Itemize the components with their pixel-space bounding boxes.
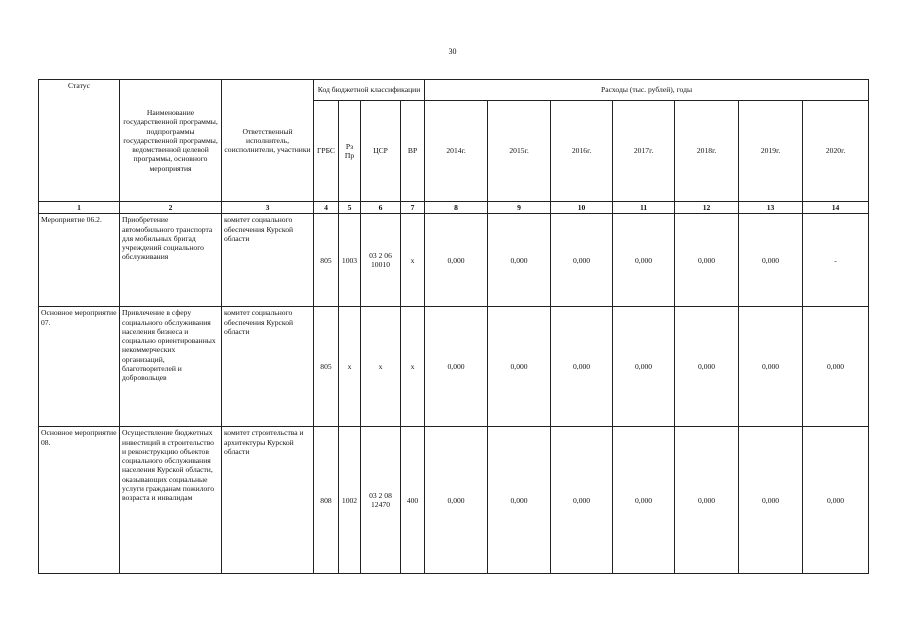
header-year-2020: 2020г. bbox=[803, 101, 869, 202]
column-index: 10 bbox=[551, 202, 613, 214]
row-value-2016: 0,000 bbox=[551, 307, 613, 427]
row-value-2016: 0,000 bbox=[551, 427, 613, 574]
row-vr: х bbox=[401, 214, 425, 307]
row-csr: х bbox=[361, 307, 401, 427]
table-row bbox=[39, 427, 869, 574]
row-grbs: 808 bbox=[314, 427, 339, 574]
header-budget-code: Код бюджетной классификации bbox=[314, 80, 425, 101]
header-year-2015: 2015г. bbox=[488, 101, 551, 202]
row-status: Мероприятие 06.2. bbox=[39, 214, 120, 307]
header-csr: ЦСР bbox=[361, 101, 401, 202]
header-status: Статус bbox=[39, 80, 120, 202]
row-value-2016: 0,000 bbox=[551, 214, 613, 307]
row-value-2019: 0,000 bbox=[739, 214, 803, 307]
row-value-2015: 0,000 bbox=[488, 427, 551, 574]
column-index: 8 bbox=[425, 202, 488, 214]
column-index: 5 bbox=[339, 202, 361, 214]
header-year-2019: 2019г. bbox=[739, 101, 803, 202]
row-value-2019: 0,000 bbox=[739, 307, 803, 427]
row-status: Основное мероприятие 07. bbox=[39, 307, 120, 427]
row-csr: 03 2 06 10010 bbox=[361, 214, 401, 307]
header-year-2018: 2018г. bbox=[675, 101, 739, 202]
row-rzpr: 1002 bbox=[339, 427, 361, 574]
column-index-row bbox=[39, 202, 869, 214]
row-value-2018: 0,000 bbox=[675, 307, 739, 427]
row-status: Основное мероприятие 08. bbox=[39, 427, 120, 574]
row-rzpr: 1003 bbox=[339, 214, 361, 307]
row-rzpr: х bbox=[339, 307, 361, 427]
column-index: 6 bbox=[361, 202, 401, 214]
table-row bbox=[39, 307, 869, 427]
table-row bbox=[39, 214, 869, 307]
row-value-2018: 0,000 bbox=[675, 214, 739, 307]
header-year-2016: 2016г. bbox=[551, 101, 613, 202]
header-name: Наименование государственной программы, подпрограммы государственной программы, ведомственной целевой программы, основного мероприятия bbox=[120, 80, 222, 202]
column-index: 1 bbox=[39, 202, 120, 214]
row-value-2014: 0,000 bbox=[425, 214, 488, 307]
row-responsible: комитет социального обеспечения Курской области bbox=[222, 307, 314, 427]
row-value-2018: 0,000 bbox=[675, 427, 739, 574]
row-csr: 03 2 08 12470 bbox=[361, 427, 401, 574]
column-index: 13 bbox=[739, 202, 803, 214]
row-value-2019: 0,000 bbox=[739, 427, 803, 574]
column-index: 9 bbox=[488, 202, 551, 214]
row-value-2020: - bbox=[803, 214, 869, 307]
row-vr: х bbox=[401, 307, 425, 427]
row-value-2017: 0,000 bbox=[613, 214, 675, 307]
row-grbs: 805 bbox=[314, 214, 339, 307]
row-value-2020: 0,000 bbox=[803, 307, 869, 427]
row-vr: 400 bbox=[401, 427, 425, 574]
header-expenses: Расходы (тыс. рублей), годы bbox=[425, 80, 869, 101]
column-index: 11 bbox=[613, 202, 675, 214]
column-index: 3 bbox=[222, 202, 314, 214]
row-name: Приобретение автомобильного транспорта для мобильных бригад учреждений социального обслуживания bbox=[120, 214, 222, 307]
header-vr: ВР bbox=[401, 101, 425, 202]
row-value-2015: 0,000 bbox=[488, 214, 551, 307]
row-value-2014: 0,000 bbox=[425, 307, 488, 427]
row-name: Осуществление бюджетных инвестиций в строительство и реконструкцию объектов социального обслуживания населения Курской области, оказывающих социальные услуги гражданам пожилого возраста и инвалидам bbox=[120, 427, 222, 574]
column-index: 2 bbox=[120, 202, 222, 214]
row-grbs: 805 bbox=[314, 307, 339, 427]
row-responsible: комитет строительства и архитектуры Курской области bbox=[222, 427, 314, 574]
row-value-2017: 0,000 bbox=[613, 307, 675, 427]
header-grbs: ГРБС bbox=[314, 101, 339, 202]
column-index: 7 bbox=[401, 202, 425, 214]
header-responsible: Ответственный исполнитель, соисполнители, участники bbox=[222, 80, 314, 202]
row-responsible: комитет социального обеспечения Курской области bbox=[222, 214, 314, 307]
page-number: 30 bbox=[448, 47, 457, 56]
row-value-2020: 0,000 bbox=[803, 427, 869, 574]
header-rzpr: Рз Пр bbox=[339, 101, 361, 202]
header-row-1 bbox=[39, 80, 869, 101]
column-index: 4 bbox=[314, 202, 339, 214]
row-value-2017: 0,000 bbox=[613, 427, 675, 574]
header-year-2017: 2017г. bbox=[613, 101, 675, 202]
row-value-2015: 0,000 bbox=[488, 307, 551, 427]
column-index: 14 bbox=[803, 202, 869, 214]
column-index: 12 bbox=[675, 202, 739, 214]
budget-table bbox=[38, 79, 869, 574]
row-value-2014: 0,000 bbox=[425, 427, 488, 574]
header-year-2014: 2014г. bbox=[425, 101, 488, 202]
row-name: Привлечение в сферу социального обслуживания населения бизнеса и социально ориентированных некоммерческих организаций, благотворителей и добровольцев bbox=[120, 307, 222, 427]
